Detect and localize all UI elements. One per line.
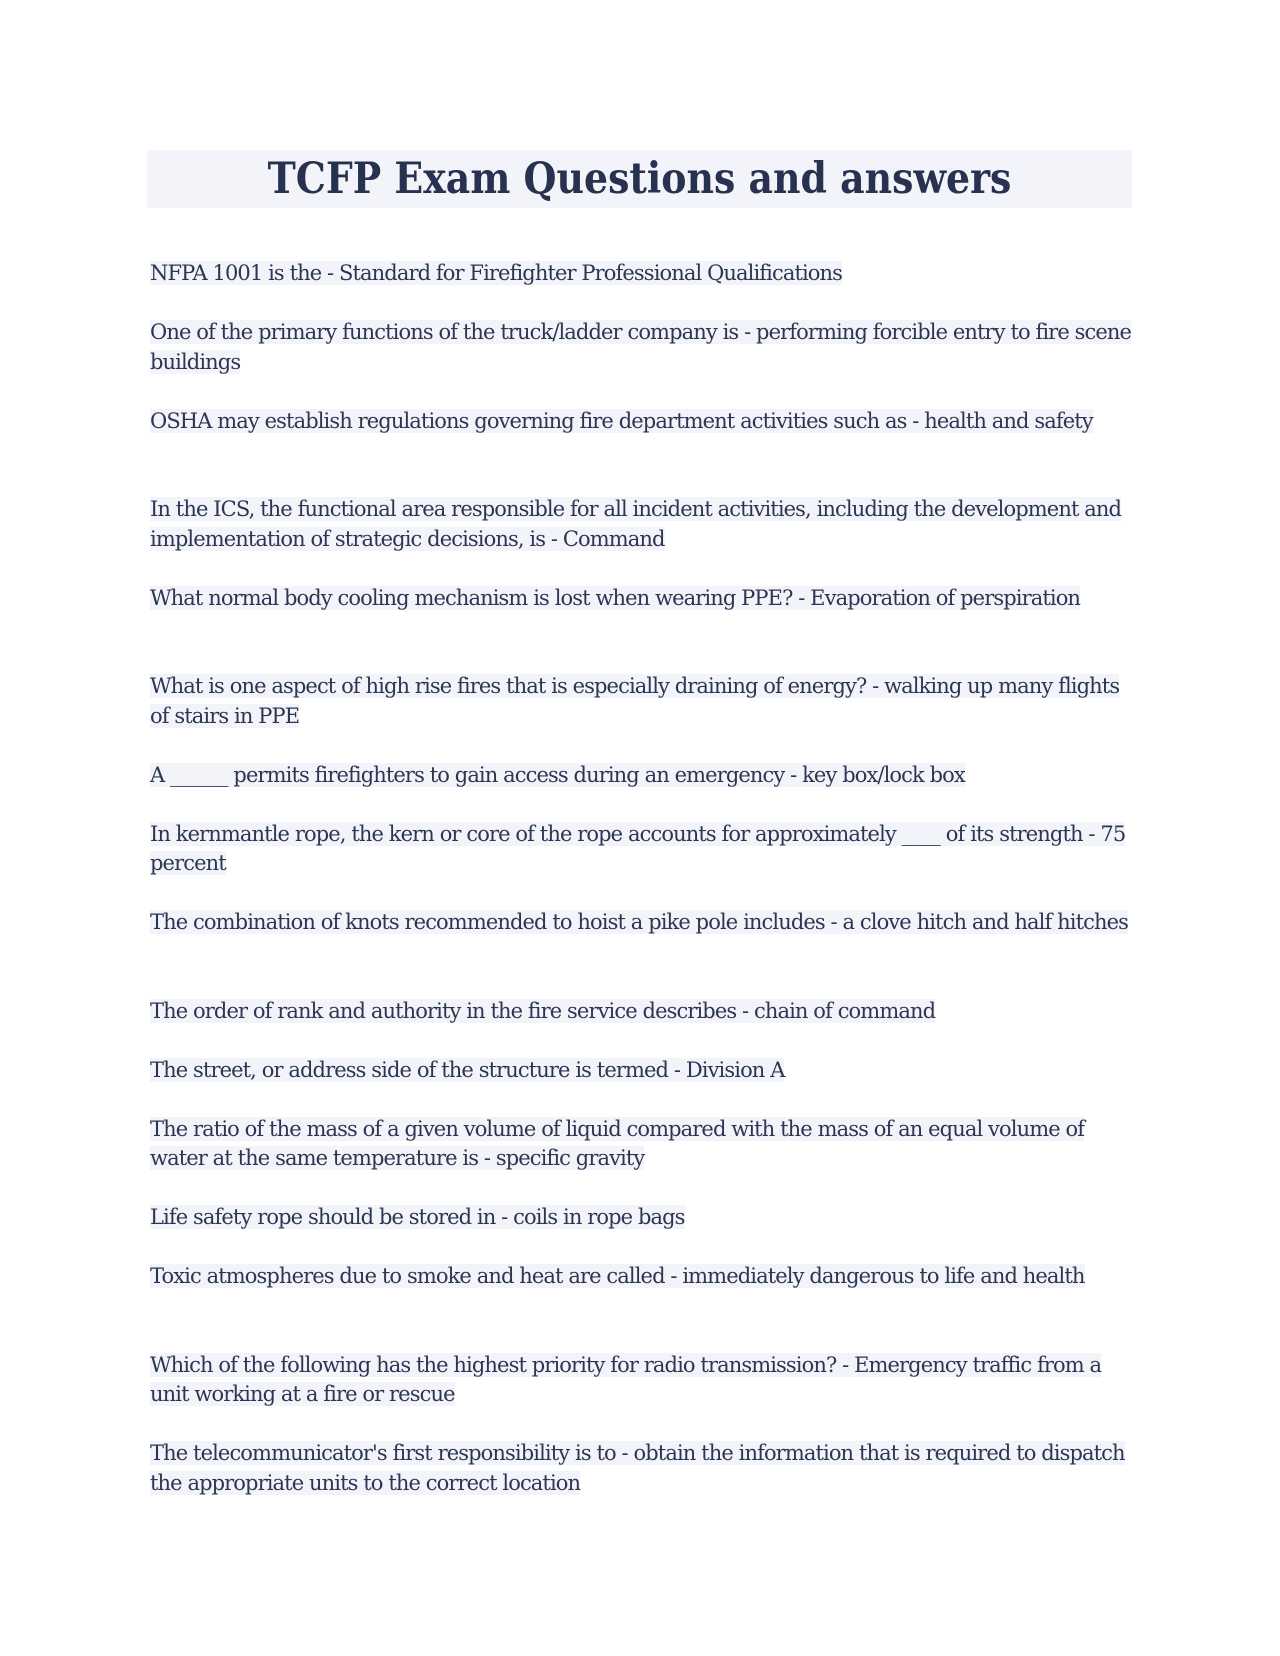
document-title: TCFP Exam Questions and answers bbox=[267, 154, 1012, 204]
qa-text: What normal body cooling mechanism is lost when wearing PPE? - Evaporation of perspiration bbox=[150, 585, 1081, 610]
qa-text: One of the primary functions of the truck/ladder company is - performing forcible entry to fire scene buildings bbox=[150, 320, 1132, 374]
qa-item bbox=[150, 672, 1135, 761]
qa-item bbox=[150, 259, 1135, 318]
qa-item bbox=[150, 1056, 1135, 1115]
qa-item bbox=[150, 318, 1135, 407]
qa-item bbox=[150, 908, 1135, 997]
qa-item bbox=[150, 1262, 1135, 1351]
qa-item bbox=[150, 495, 1135, 584]
qa-text: Which of the following has the highest priority for radio transmission? - Emergency traffic from a unit working at a fire or rescue bbox=[150, 1352, 1102, 1406]
qa-text: In the ICS, the functional area responsible for all incident activities, including the development and implementation of strategic decisions, is - Command bbox=[150, 497, 1122, 551]
qa-text: In kernmantle rope, the kern or core of the rope accounts for approximately ____ of its strength - 75 percent bbox=[150, 821, 1126, 875]
qa-text: Toxic atmospheres due to smoke and heat are called - immediately dangerous to life and health bbox=[150, 1264, 1085, 1288]
qa-item bbox=[150, 1115, 1135, 1204]
qa-item bbox=[150, 820, 1135, 909]
qa-text: The order of rank and authority in the fire service describes - chain of command bbox=[150, 998, 936, 1023]
qa-text: Life safety rope should be stored in - coils in rope bags bbox=[150, 1205, 685, 1229]
qa-item bbox=[150, 997, 1135, 1056]
qa-item bbox=[150, 584, 1135, 673]
qa-item bbox=[150, 1203, 1135, 1262]
qa-text: What is one aspect of high rise fires that is especially draining of energy? - walking up many flights of stairs in PPE bbox=[150, 674, 1120, 728]
qa-text: A ______ permits firefighters to gain access during an emergency - key box/lock box bbox=[150, 762, 965, 787]
question-answer-list bbox=[150, 259, 1135, 1528]
qa-item bbox=[150, 1439, 1135, 1528]
title-block bbox=[147, 150, 1132, 208]
qa-text: NFPA 1001 is the - Standard for Firefighter Professional Qualifications bbox=[150, 261, 843, 285]
qa-text: The street, or address side of the structure is termed - Division A bbox=[150, 1057, 785, 1082]
qa-item bbox=[150, 407, 1135, 496]
qa-text: The combination of knots recommended to hoist a pike pole includes - a clove hitch and half hitches bbox=[150, 910, 1128, 934]
qa-item bbox=[150, 761, 1135, 820]
qa-item bbox=[150, 1351, 1135, 1440]
qa-text: The ratio of the mass of a given volume of liquid compared with the mass of an equal volume of water at the same temperature is - specific gravity bbox=[150, 1116, 1085, 1170]
qa-text: The telecommunicator's first responsibility is to - obtain the information that is required to dispatch the appropriate units to the correct location bbox=[150, 1441, 1125, 1495]
qa-text: OSHA may establish regulations governing fire department activities such as - health and safety bbox=[150, 408, 1093, 433]
